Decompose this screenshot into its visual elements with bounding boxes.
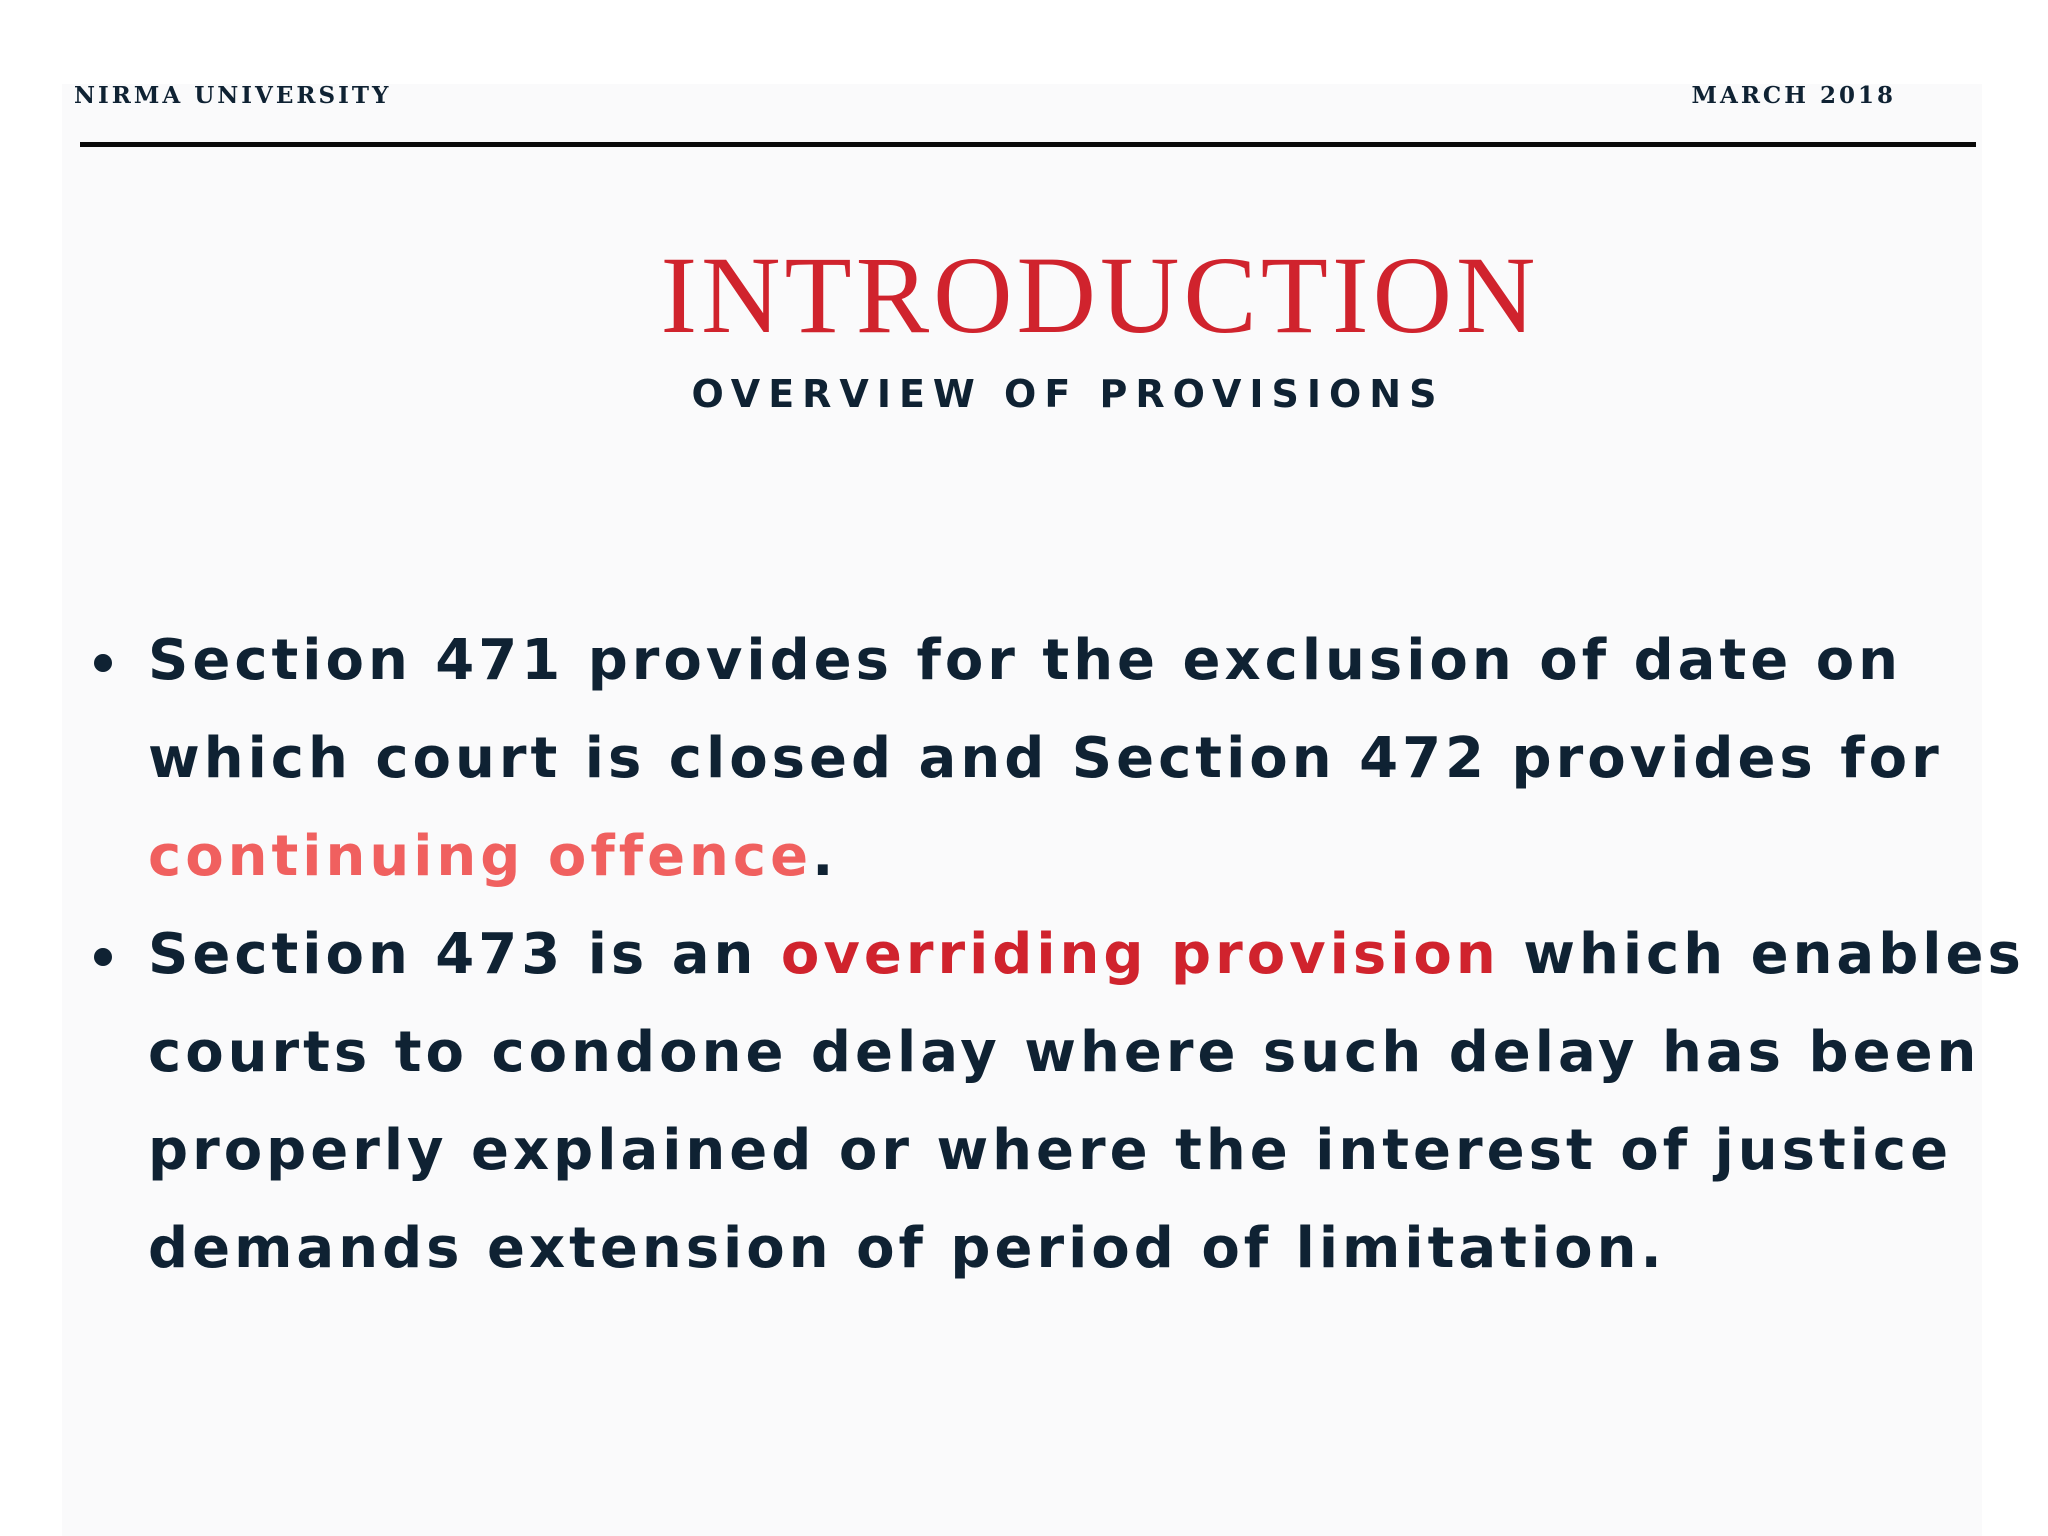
slide-title: INTRODUCTION xyxy=(660,234,1540,356)
slide-subtitle: OVERVIEW OF PROVISIONS xyxy=(691,372,1445,416)
bullet-item-2 xyxy=(82,906,2025,1298)
bullet-2-line-3: properly explained or where the interest of justice xyxy=(148,1118,1953,1183)
bullet-2-line-1-after: which enables xyxy=(1499,922,2025,987)
bullet-1-end: . xyxy=(812,824,838,889)
bullet-dot-icon xyxy=(94,654,112,672)
bullet-1-line-1: Section 471 provides for the exclusion of date on xyxy=(148,628,1903,693)
bullet-1-line-2: which court is closed and Section 472 provides for xyxy=(148,726,1943,791)
highlight-overriding-provision: overriding provision xyxy=(780,922,1500,987)
bullet-2-line-2: courts to condone delay where such delay has been xyxy=(148,1020,1981,1085)
header-divider xyxy=(80,142,1976,147)
bullet-2-line-4: demands extension of period of limitation. xyxy=(148,1216,1666,1281)
header-institution: NIRMA UNIVERSITY xyxy=(74,82,392,109)
highlight-continuing-offence: continuing offence xyxy=(148,824,813,889)
bullet-2-line-1-before: Section 473 is an xyxy=(148,922,781,987)
bullet-list xyxy=(82,612,2025,1298)
bullet-1-line-3 xyxy=(148,808,2002,906)
bullet-2-line-1 xyxy=(148,906,2025,1004)
bullet-item-1 xyxy=(82,612,2002,906)
header-date: MARCH 2018 xyxy=(1691,82,1896,109)
bullet-dot-icon xyxy=(94,948,112,966)
